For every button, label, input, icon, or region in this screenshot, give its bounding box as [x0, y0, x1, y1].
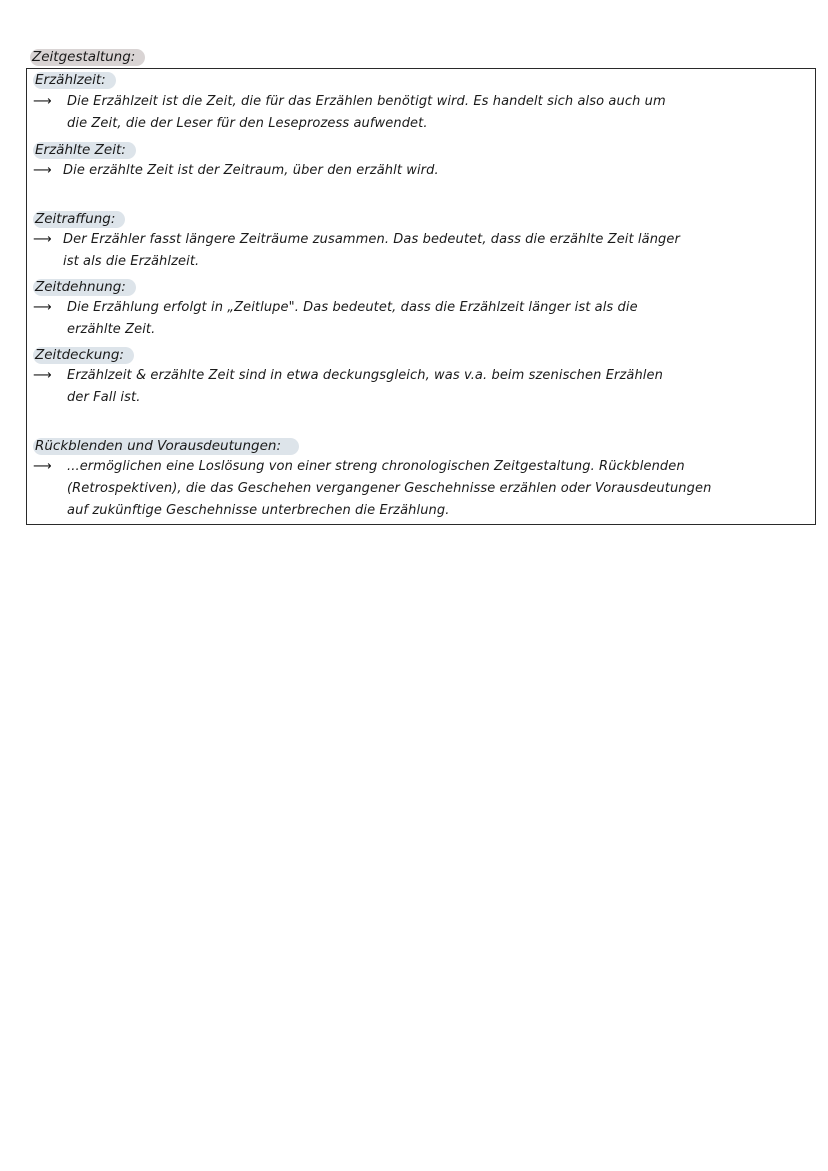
section-entry	[33, 229, 809, 273]
arrow-icon: ⟶	[33, 232, 52, 247]
entry-line: Die Erzählung erfolgt in „Zeitlupe". Das bedeutet, dass die Erzählzeit länger ist als die	[67, 300, 638, 315]
section-entry	[33, 297, 809, 341]
section-zeitdeckung	[33, 344, 809, 409]
arrow-icon: ⟶	[33, 94, 52, 109]
entry-line: erzählte Zeit.	[67, 322, 156, 337]
section-label	[33, 69, 809, 89]
page-title-text: Zeitgestaltung:	[30, 49, 145, 66]
entry-line: die Zeit, die der Leser für den Leseprozess aufwendet.	[67, 116, 428, 131]
section-label	[33, 139, 809, 159]
section-label-text: Erzählzeit:	[33, 72, 116, 89]
section-entry	[33, 365, 809, 409]
section-entry	[33, 160, 809, 182]
page-title	[30, 46, 145, 66]
entry-line: ...ermöglichen eine Loslösung von einer streng chronologischen Zeitgestaltung. Rückblenden	[67, 459, 685, 474]
section-entry	[33, 456, 809, 522]
entry-line: auf zukünftige Geschehnisse unterbrechen die Erzählung.	[67, 503, 450, 518]
section-label-text: Zeitdehnung:	[33, 279, 136, 296]
section-rueckblenden	[33, 435, 809, 522]
section-label-text: Erzählte Zeit:	[33, 142, 136, 159]
section-label-text: Zeitraffung:	[33, 211, 125, 228]
entry-line: Erzählzeit & erzählte Zeit sind in etwa deckungsgleich, was v.a. beim szenischen Erzählen	[67, 368, 663, 383]
entry-line: Die erzählte Zeit ist der Zeitraum, über den erzählt wird.	[63, 163, 439, 178]
arrow-icon: ⟶	[33, 459, 52, 474]
section-label-text: Rückblenden und Vorausdeutungen:	[33, 438, 299, 455]
entry-line: ist als die Erzählzeit.	[63, 254, 200, 269]
section-entry	[33, 91, 809, 135]
section-zeitdehnung	[33, 276, 809, 341]
section-label	[33, 435, 809, 455]
section-label	[33, 208, 809, 228]
arrow-icon: ⟶	[33, 163, 52, 178]
section-label-text: Zeitdeckung:	[33, 347, 134, 364]
entry-line: (Retrospektiven), die das Geschehen vergangener Geschehnisse erzählen oder Vorausdeutungen	[67, 481, 712, 496]
entry-line: der Fall ist.	[67, 390, 141, 405]
section-label	[33, 344, 809, 364]
section-erzaehlte-zeit	[33, 139, 809, 182]
arrow-icon: ⟶	[33, 300, 52, 315]
arrow-icon: ⟶	[33, 368, 52, 383]
section-erzaehlzeit	[33, 69, 809, 135]
entry-line: Der Erzähler fasst längere Zeiträume zusammen. Das bedeutet, dass die erzählte Zeit länger	[63, 232, 680, 247]
notes-box	[26, 68, 816, 525]
section-zeitraffung	[33, 208, 809, 273]
section-label	[33, 276, 809, 296]
entry-line: Die Erzählzeit ist die Zeit, die für das Erzählen benötigt wird. Es handelt sich also auch um	[67, 94, 666, 109]
